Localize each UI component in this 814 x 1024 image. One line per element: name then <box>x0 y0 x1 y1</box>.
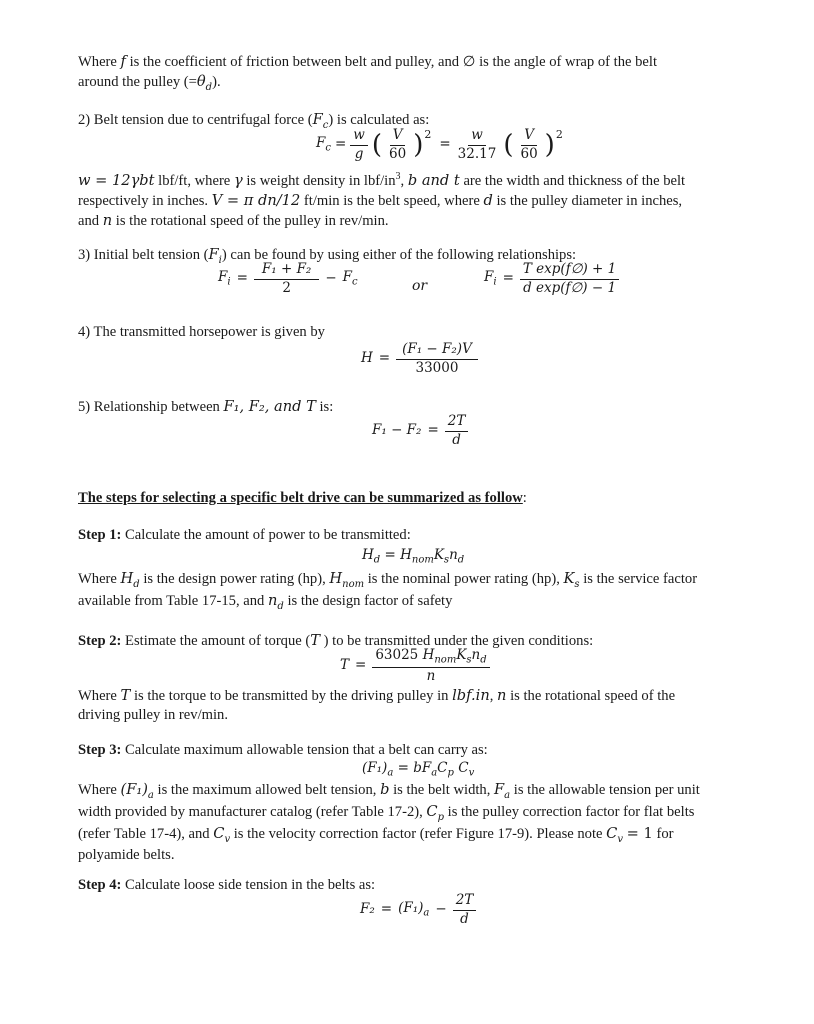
f1a-term: $(F_1)_a$ <box>398 900 430 919</box>
theta-symbol: θ <box>196 73 206 91</box>
def-text: are the width and thickness of the belt <box>463 172 686 189</box>
eq-equals: = <box>439 136 451 153</box>
t-symbol: T <box>310 632 320 649</box>
left-paren: ( <box>503 130 514 161</box>
ks-symbol: $K_s$ <box>563 570 580 590</box>
eq-lhs: F₁ − F₂ <box>372 422 422 439</box>
fi-subscript: i <box>218 254 222 266</box>
def-text: Where <box>78 688 117 704</box>
n-symbol: n <box>497 687 507 704</box>
def-text: is the maximum allowed belt tension, <box>157 782 377 798</box>
fa-symbol: $F_a$ <box>494 781 511 801</box>
eq-lhs: $F_i$ <box>484 269 497 288</box>
b-symbol: b <box>380 781 390 798</box>
def-text: is the service factor <box>583 571 698 587</box>
intro-text: around the pulley (= <box>78 74 197 91</box>
step-1-label: Step 1: <box>78 527 122 543</box>
def-text: is the design power rating (hp), <box>143 571 326 587</box>
eq-equals: = <box>378 350 391 367</box>
eq-lhs: F₂ <box>360 901 375 918</box>
step-1-text: Calculate the amount of power to be transmitted: <box>125 527 411 543</box>
eq-equals: = <box>355 657 367 674</box>
w-definition: w = 12γbt <box>78 171 155 189</box>
allowable-tension-equation: $(F_1)_a = bF_aC_p$ $C_v$ <box>362 760 475 779</box>
def-text: is the belt width, <box>393 782 491 798</box>
exp-ratio: $\frac{\text{T exp(f∅) + 1}}{\text{d exp(f∅) − 1}}$ <box>520 262 619 296</box>
def-text: is the velocity correction factor (refer Figure 17-9). Please note <box>233 826 603 843</box>
def-text: and <box>78 213 100 230</box>
minus-sign: − <box>435 901 447 918</box>
w-over-32-17: $\frac{w}{32.17}$ <box>457 127 497 162</box>
def-text: is the pulley correction factor for flat belts <box>447 804 695 821</box>
step-1-heading <box>78 526 411 545</box>
def-text: ft/min is the belt speed, where <box>303 193 480 210</box>
eq-equals: = <box>334 136 347 153</box>
item-2-text: 2) Belt tension due to centrifugal force ( <box>78 112 313 128</box>
n-symbol: n <box>102 212 113 230</box>
step-2-text: Estimate the amount of torque ( <box>125 633 311 649</box>
right-paren: ) <box>413 130 424 161</box>
eq-lhs: $F_i$ <box>218 269 231 288</box>
item-4-heading: 4) The transmitted horsepower is given by <box>78 324 325 340</box>
intro-text: ). <box>212 74 221 91</box>
def-text: width provided by manufacturer catalog (refer Table 17-2), <box>78 804 423 821</box>
steps-heading <box>78 489 527 508</box>
hd-symbol: $H_d$ <box>120 570 140 590</box>
def-text: is the torque to be transmitted by the driving pulley in <box>133 688 449 704</box>
d-symbol: d <box>483 192 493 210</box>
t-symbol: T <box>120 687 131 704</box>
step-2-definitions <box>78 686 762 726</box>
minus-sign: − <box>325 270 337 287</box>
step-2-heading <box>78 631 593 651</box>
eq-equals: = <box>502 270 514 287</box>
f1-plus-f2-over-2: $\frac{\text{F₁ + F₂}}{2}$ <box>254 262 319 296</box>
def-text: is the allowable tension per unit <box>513 782 700 798</box>
2t-over-d: $\frac{2T}{d}$ <box>453 893 477 927</box>
b-and-t: b and t <box>407 171 460 189</box>
cv-symbol: $C_v$ <box>606 825 623 846</box>
item-5-vars: F₁, F₂, and T <box>223 398 316 415</box>
item-2-definitions <box>78 170 762 232</box>
item-5-heading <box>78 397 333 417</box>
step-1-definitions <box>78 569 762 613</box>
design-power-equation: $H_d = H_{nom}K_sn_d$ <box>362 547 465 566</box>
cv-value: = 1 <box>626 825 653 843</box>
v-over-60: $\frac{V}{60}$ <box>389 127 407 162</box>
step-4-label: Step 4: <box>78 877 122 893</box>
item-5-text: is: <box>319 399 334 415</box>
torque-equation <box>340 648 490 685</box>
left-paren: ( <box>371 130 383 161</box>
def-text: Where <box>78 782 117 798</box>
loose-side-tension-equation <box>360 893 476 927</box>
item-3-text: 3) Initial belt tension ( <box>78 247 209 263</box>
steps-heading-colon: : <box>522 490 527 506</box>
def-text: lbf/ft, where <box>158 172 231 189</box>
fc-term: $F_c$ <box>342 269 358 288</box>
phi-symbol: ∅ <box>462 53 476 70</box>
horsepower-equation <box>361 342 478 376</box>
exponent: 2 <box>555 128 563 141</box>
w-over-g: $\frac{w}{g}$ <box>350 128 368 162</box>
def-text: , <box>489 688 494 704</box>
nd-symbol: $n_d$ <box>268 592 284 612</box>
exponent: 2 <box>424 128 432 141</box>
def-text: available from Table 17-15, and <box>78 593 265 610</box>
def-text: is the rotational speed of the pulley in rev/min. <box>115 213 389 230</box>
fc-symbol: F <box>312 111 323 128</box>
tension-difference-equation <box>372 414 468 448</box>
def-text: is the design factor of safety <box>287 593 453 610</box>
v-over-60: $\frac{V}{60}$ <box>520 127 538 162</box>
intro-paragraph <box>78 52 762 94</box>
f1a-symbol: $(F_1)_a$ <box>120 781 154 801</box>
def-text: polyamide belts. <box>78 847 175 864</box>
eq-equals: = <box>427 422 439 439</box>
f-symbol: f <box>120 53 126 70</box>
intro-text: Where <box>78 54 117 70</box>
v-definition: V = π dn/12 <box>211 192 301 210</box>
cp-symbol: $C_p$ <box>426 803 444 823</box>
theta-subscript: d <box>205 82 213 94</box>
def-text: is weight density in lbf/in <box>246 172 396 189</box>
step-3-label: Step 3: <box>78 742 122 758</box>
right-paren: ) <box>544 130 555 161</box>
gamma-symbol: γ <box>233 171 243 189</box>
cv-symbol: $C_v$ <box>213 825 231 846</box>
step-2-label: Step 2: <box>78 633 122 649</box>
intro-text: is the coefficient of friction between belt and pulley, and <box>129 54 460 70</box>
item-5-text: 5) Relationship between <box>78 399 220 415</box>
intro-text: is the angle of wrap of the belt <box>479 54 658 70</box>
2t-over-d: $\frac{2T}{d}$ <box>445 414 469 448</box>
fc-subscript: c <box>322 119 329 131</box>
item-2-text: ) is calculated as: <box>328 112 430 128</box>
eq-equals: = <box>380 901 393 918</box>
cubed: 3 <box>395 171 401 182</box>
def-text: Where <box>78 571 117 587</box>
step-2-text: ) to be transmitted under the given conditions: <box>323 633 594 649</box>
or-label: or <box>412 278 428 294</box>
def-text: respectively in inches. <box>78 193 209 210</box>
def-text: is the nominal power rating (hp), <box>367 571 560 587</box>
eq-equals: = <box>236 270 248 287</box>
hp-fraction: $\frac{\text{(F₁ − F₂)V}}{33000}$ <box>396 342 478 376</box>
step-4-text: Calculate loose side tension in the belts as: <box>125 877 376 893</box>
def-text: driving pulley in rev/min. <box>78 707 228 724</box>
torque-fraction: $\frac{63025 H_{nom}K_sn_d}{n}$ <box>372 648 489 685</box>
step-4-heading <box>78 876 375 895</box>
initial-tension-equation-b <box>484 262 619 296</box>
step-3-text: Calculate maximum allowable tension that a belt can carry as: <box>125 742 488 758</box>
def-text: for <box>656 826 674 843</box>
step-3-definitions <box>78 780 762 866</box>
item-3-text: ) can be found by using either of the following relationships: <box>221 247 577 263</box>
centrifugal-force-equation <box>316 128 563 162</box>
eq-lhs: H <box>361 350 373 367</box>
hnom-symbol: $H_{nom}$ <box>329 570 365 590</box>
def-text: , <box>400 172 405 189</box>
steps-heading-text: The steps for selecting a specific belt drive can be summarized as follow <box>78 490 523 506</box>
def-text: is the pulley diameter in inches, <box>496 193 683 210</box>
unit-lbf-in: lbf.in <box>452 687 490 704</box>
def-text: is the rotational speed of the <box>510 688 676 704</box>
step-3-heading <box>78 741 488 760</box>
eq-lhs: $F_c$ <box>316 135 331 154</box>
initial-tension-equation-a <box>218 262 358 296</box>
eq-lhs: T <box>340 657 350 674</box>
fi-symbol: F <box>208 246 219 263</box>
def-text: (refer Table 17-4), and <box>78 826 210 843</box>
